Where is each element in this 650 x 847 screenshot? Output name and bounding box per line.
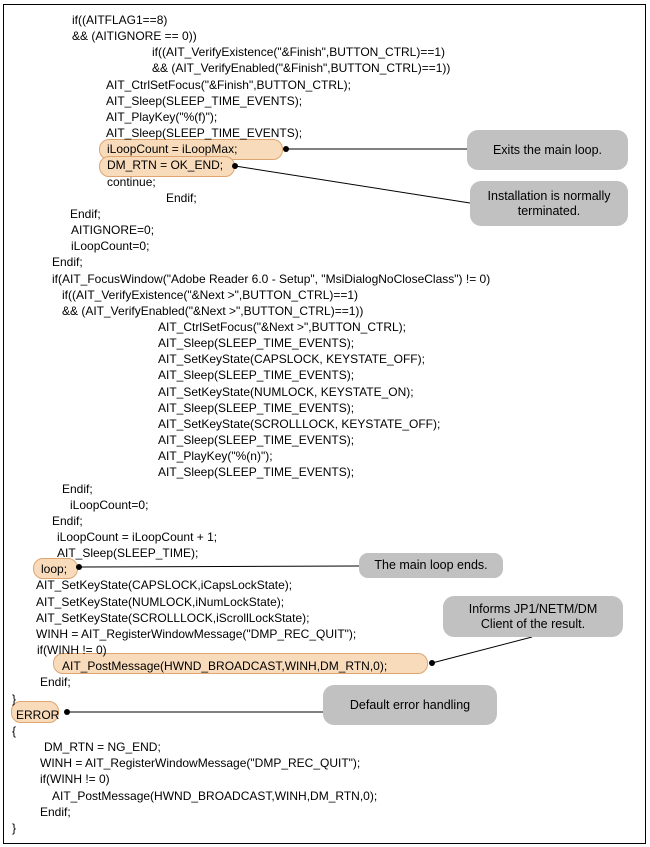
code-line: AIT_CtrlSetFocus("&Finish",BUTTON_CTRL); bbox=[106, 77, 352, 92]
code-line: Endif; bbox=[52, 513, 83, 528]
callout-text: Informs JP1/NETM/DM bbox=[468, 601, 598, 616]
code-line: AIT_SetKeyState(CAPSLOCK, KEYSTATE_OFF); bbox=[158, 352, 425, 367]
callout-main-loop-ends bbox=[359, 553, 503, 578]
code-line: WINH = AIT_RegisterWindowMessage("DMP_REC_QUIT"); bbox=[40, 756, 361, 771]
code-line: AIT_Sleep(SLEEP_TIME_EVENTS); bbox=[158, 400, 355, 415]
code-line: if(WINH != 0) bbox=[40, 772, 110, 787]
callout-text: The main loop ends. bbox=[374, 558, 488, 572]
code-line: iLoopCount = iLoopCount + 1; bbox=[57, 530, 218, 544]
code-line: if(WINH != 0) bbox=[37, 643, 107, 658]
code-line: AIT_Sleep(SLEEP_TIME_EVENTS); bbox=[158, 465, 355, 480]
code-line: iLoopCount=0; bbox=[70, 497, 149, 512]
code-line: AIT_Sleep(SLEEP_TIME_EVENTS); bbox=[158, 336, 355, 351]
callout-text: Exits the main loop. bbox=[492, 142, 603, 157]
code-line: Endif; bbox=[70, 206, 101, 221]
code-line: } bbox=[12, 691, 17, 706]
code-line-highlighted: DM_RTN = OK_END; bbox=[107, 158, 224, 173]
code-line: Endif; bbox=[62, 481, 93, 496]
callout-text: Default error handling bbox=[349, 697, 471, 712]
code-line: AIT_CtrlSetFocus("&Next >",BUTTON_CTRL); bbox=[158, 319, 407, 334]
code-line: DM_RTN = NG_END; bbox=[44, 740, 161, 755]
code-line: if((AIT_VerifyExistence("&Finish",BUTTON_CTRL)==1) bbox=[152, 45, 446, 60]
callout-text: Client of the result. bbox=[480, 616, 586, 631]
code-line: Endif; bbox=[166, 190, 197, 205]
code-line: AITIGNORE=0; bbox=[71, 223, 155, 238]
code-line: AIT_PlayKey("%(n)"); bbox=[158, 449, 273, 464]
code-line: AIT_Sleep(SLEEP_TIME); bbox=[57, 546, 199, 561]
code-line: continue; bbox=[107, 174, 156, 189]
code-line: { bbox=[12, 723, 17, 738]
code-line: } bbox=[12, 820, 17, 835]
code-line: AIT_Sleep(SLEEP_TIME_EVENTS); bbox=[158, 433, 355, 448]
code-line: Endif; bbox=[40, 675, 71, 690]
code-line: AIT_Sleep(SLEEP_TIME_EVENTS); bbox=[158, 368, 355, 383]
code-line: AIT_PostMessage(HWND_BROADCAST,WINH,DM_RTN,0); bbox=[52, 788, 378, 803]
code-line-highlighted: AIT_PostMessage(HWND_BROADCAST,WINH,DM_RTN,0); bbox=[62, 659, 388, 674]
code-line: AIT_PlayKey("%(f)"); bbox=[106, 109, 218, 124]
code-line: && (AIT_VerifyEnabled("&Next >",BUTTON_CTRL)==1)) bbox=[62, 303, 364, 318]
callout-normal-termination bbox=[470, 181, 628, 226]
code-line-highlighted: ERROR bbox=[16, 707, 60, 722]
code-line: && (AIT_VerifyEnabled("&Finish",BUTTON_CTRL)==1)) bbox=[152, 61, 451, 76]
code-line: AIT_SetKeyState(SCROLLLOCK, KEYSTATE_OFF); bbox=[158, 416, 441, 431]
code-line-highlighted: loop; bbox=[41, 562, 68, 577]
code-line: if(AIT_FocusWindow("Adobe Reader 6.0 - Setup", "MsiDialogNoCloseClass") != 0) bbox=[52, 271, 491, 286]
code-line: iLoopCount=0; bbox=[71, 239, 150, 254]
code-line: if((AITFLAG1==8) bbox=[72, 13, 168, 27]
code-line: WINH = AIT_RegisterWindowMessage("DMP_REC_QUIT"); bbox=[36, 626, 357, 641]
code-line: AIT_SetKeyState(CAPSLOCK,iCapsLockState); bbox=[36, 578, 293, 593]
code-line: Endif; bbox=[52, 255, 83, 270]
callout-text: Installation is normally bbox=[487, 188, 611, 203]
callout-text: terminated. bbox=[517, 203, 581, 218]
code-line: AIT_Sleep(SLEEP_TIME_EVENTS); bbox=[106, 93, 303, 108]
code-line: AIT_SetKeyState(NUMLOCK,iNumLockState); bbox=[36, 594, 285, 609]
callout-default-error bbox=[323, 685, 497, 725]
code-line: AIT_Sleep(SLEEP_TIME_EVENTS); bbox=[106, 126, 303, 141]
code-line: AIT_SetKeyState(SCROLLLOCK,iScrollLockState); bbox=[36, 610, 310, 625]
code-line: if((AIT_VerifyExistence("&Next >",BUTTON_CTRL)==1) bbox=[62, 287, 359, 302]
code-line: AIT_SetKeyState(NUMLOCK, KEYSTATE_ON); bbox=[158, 384, 414, 399]
callout-exits-main-loop bbox=[467, 130, 628, 170]
code-line: Endif; bbox=[40, 804, 71, 819]
callout-informs-jp1 bbox=[443, 596, 623, 637]
code-line-highlighted: iLoopCount = iLoopMax; bbox=[107, 142, 238, 157]
code-line: && (AITIGNORE == 0)) bbox=[72, 29, 197, 44]
